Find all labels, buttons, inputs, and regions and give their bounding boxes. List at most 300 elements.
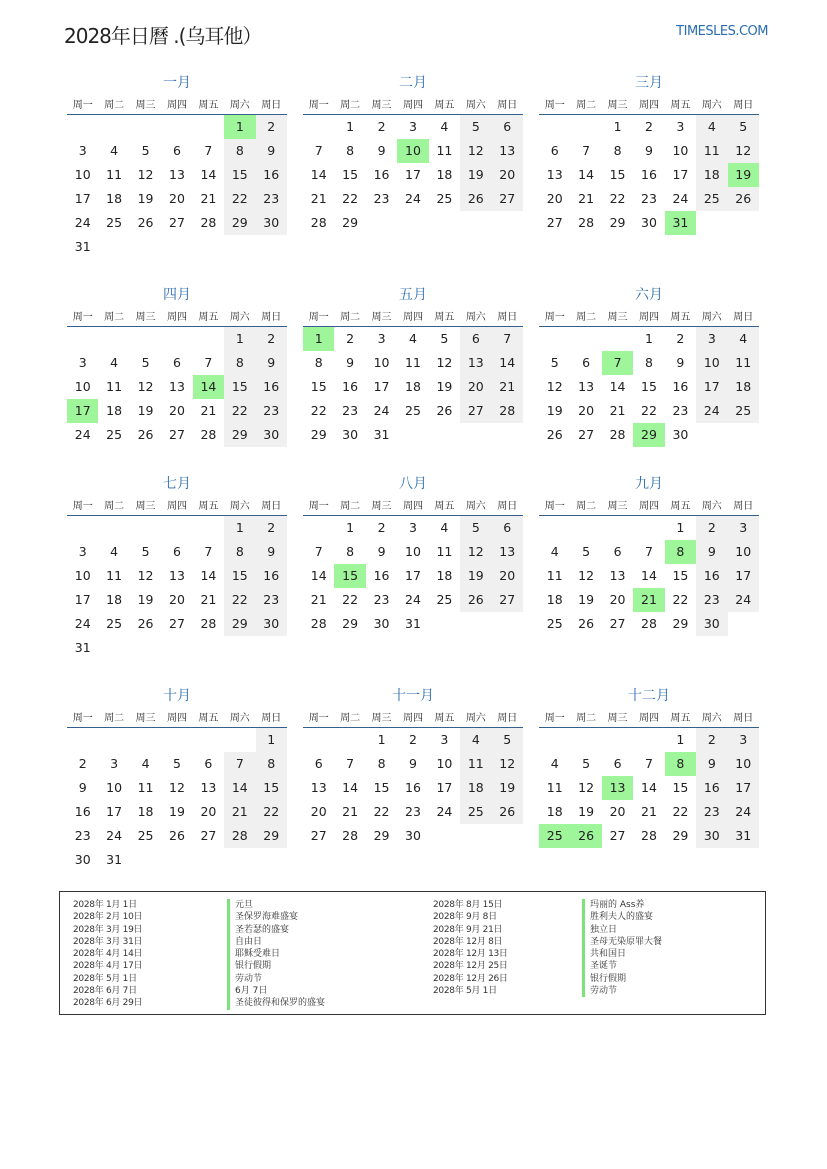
day-empty: [602, 327, 633, 351]
day-cell: 8: [613, 143, 622, 158]
day-cell: 23: [256, 399, 287, 423]
holiday-name: 圣保罗海难盛宴: [227, 911, 325, 923]
day-cell: 21: [200, 191, 217, 206]
month-10: [67, 687, 287, 872]
weekday-label: 周三: [607, 311, 628, 323]
holiday-date: 2028年 6月 29日: [73, 998, 143, 1009]
day-cell: 20: [460, 375, 491, 399]
day-cell: 3: [440, 732, 449, 747]
day-cell: 25: [405, 403, 421, 418]
weekday-label: 周日: [733, 712, 754, 724]
day-cell: 24: [696, 399, 727, 423]
holiday-day: 29: [633, 423, 664, 447]
day-cell: 1: [224, 327, 255, 351]
holiday-name: 6月 7日: [227, 985, 325, 997]
day-cell: 1: [256, 728, 287, 752]
day-cell: 15: [310, 379, 327, 394]
day-cell: 14: [200, 167, 217, 182]
day-cell: 12: [728, 139, 759, 163]
day-cell: 17: [373, 379, 390, 394]
day-cell: 21: [200, 592, 217, 607]
day-cell: 25: [137, 828, 154, 843]
holiday-date: 2028年 12月 26日: [433, 973, 508, 984]
day-cell: 12: [436, 355, 453, 370]
week-row: [539, 540, 759, 564]
week-row: [303, 800, 523, 824]
day-cell: 28: [641, 616, 657, 631]
day-cell: 11: [546, 780, 563, 795]
weekday-label: 周五: [434, 712, 455, 724]
day-cell: 28: [641, 828, 657, 843]
month-12: [539, 687, 759, 848]
weekday-label: 周五: [670, 712, 691, 724]
day-cell: 19: [137, 592, 154, 607]
weekday-label: 周一: [544, 311, 565, 323]
day-cell: 26: [436, 403, 453, 418]
day-cell: 1: [377, 732, 386, 747]
holiday-date: 2028年 3月 19日: [73, 924, 143, 935]
weekday-label: 周二: [340, 99, 361, 111]
day-cell: 12: [137, 167, 154, 182]
day-cell: 12: [546, 379, 563, 394]
day-cell: 11: [106, 568, 123, 583]
legend-dates-right: [433, 899, 508, 997]
week-row: [539, 824, 759, 848]
site-link[interactable]: TIMESLES.COM: [676, 24, 768, 39]
day-cell: 20: [169, 191, 185, 206]
day-cell: 23: [696, 588, 727, 612]
day-cell: 17: [728, 776, 759, 800]
weekday-label: 周五: [434, 500, 455, 512]
day-cell: 10: [728, 752, 759, 776]
day-cell: 1: [676, 732, 685, 747]
day-cell: 25: [460, 800, 491, 824]
day-cell: 30: [672, 427, 689, 442]
day-cell: 16: [672, 379, 689, 394]
day-cell: 15: [373, 780, 390, 795]
weekday-label: 周四: [402, 311, 423, 323]
day-cell: 13: [492, 540, 523, 564]
weekday-header: [539, 493, 759, 516]
month-6: [539, 286, 759, 447]
day-cell: 16: [373, 167, 390, 182]
day-cell: 29: [224, 423, 255, 447]
day-cell: 18: [436, 167, 453, 182]
day-cell: 20: [546, 191, 563, 206]
day-cell: 16: [256, 375, 287, 399]
day-cell: 26: [578, 616, 595, 631]
day-cell: 29: [256, 824, 287, 848]
weekday-label: 周二: [104, 500, 125, 512]
day-cell: 6: [460, 327, 491, 351]
day-empty: [193, 728, 224, 752]
weekday-label: 周一: [544, 500, 565, 512]
holiday-name: 圣若瑟的盛宴: [227, 924, 325, 936]
week-row: [539, 564, 759, 588]
holiday-name: 银行假期: [227, 960, 325, 972]
holiday-date: 2028年 5月 1日: [73, 973, 137, 984]
month-title: 八月: [399, 476, 427, 492]
holiday-name: 独立日: [582, 924, 662, 936]
day-cell: 4: [440, 119, 449, 134]
weekday-header: [539, 304, 759, 327]
day-cell: 19: [137, 191, 154, 206]
week-row: [539, 211, 759, 235]
day-cell: 2: [78, 756, 87, 771]
weekday-label: 周六: [465, 500, 486, 512]
holiday-name: 圣诞节: [582, 960, 662, 972]
day-cell: 12: [578, 568, 595, 583]
day-cell: 6: [582, 355, 591, 370]
day-cell: 21: [492, 375, 523, 399]
day-cell: 21: [609, 403, 626, 418]
day-cell: 2: [377, 520, 386, 535]
day-cell: 27: [169, 427, 185, 442]
day-cell: 7: [582, 143, 591, 158]
weekday-label: 周六: [229, 99, 250, 111]
holiday-name: 玛丽的 Ass养: [582, 899, 662, 911]
day-cell: 20: [492, 163, 523, 187]
day-cell: 3: [728, 728, 759, 752]
weekday-label: 周二: [104, 712, 125, 724]
day-cell: 17: [405, 167, 421, 182]
day-empty: [161, 115, 192, 139]
weekday-label: 周二: [340, 311, 361, 323]
legend-names-left: [227, 899, 325, 1010]
weekday-label: 周五: [670, 311, 691, 323]
week-row: [67, 327, 287, 351]
day-cell: 12: [460, 540, 491, 564]
day-empty: [193, 327, 224, 351]
day-cell: 4: [728, 327, 759, 351]
day-cell: 28: [342, 828, 359, 843]
legend-dates-left: [73, 899, 142, 1010]
day-cell: 5: [460, 115, 491, 139]
day-cell: 21: [310, 191, 327, 206]
day-cell: 4: [440, 520, 449, 535]
weekday-label: 周五: [434, 311, 455, 323]
day-cell: 6: [173, 143, 181, 158]
weekday-label: 周二: [576, 99, 597, 111]
week-row: [303, 588, 523, 612]
weekday-label: 周四: [638, 311, 659, 323]
day-cell: 3: [78, 544, 87, 559]
holiday-date: 2028年 9月 21日: [433, 924, 503, 935]
weekday-label: 周三: [607, 99, 628, 111]
day-cell: 3: [676, 119, 685, 134]
week-row: [539, 115, 759, 139]
month-8: [303, 475, 523, 636]
week-row: [303, 423, 523, 447]
day-cell: 2: [256, 115, 287, 139]
weekday-label: 周四: [166, 311, 187, 323]
day-cell: 2: [256, 516, 287, 540]
week-row: [303, 824, 523, 848]
day-cell: 27: [492, 588, 523, 612]
week-row: [539, 351, 759, 375]
day-cell: 6: [492, 115, 523, 139]
day-cell: 5: [173, 756, 181, 771]
day-cell: 7: [204, 355, 213, 370]
day-cell: 23: [74, 828, 91, 843]
month-3: [539, 74, 759, 235]
weekday-label: 周五: [198, 99, 219, 111]
day-empty: [130, 728, 161, 752]
day-cell: 10: [672, 143, 689, 158]
month-9: [539, 475, 759, 636]
day-cell: 7: [204, 544, 213, 559]
weekday-header: [67, 493, 287, 516]
day-cell: 12: [578, 780, 595, 795]
week-row: [303, 187, 523, 211]
weekday-label: 周日: [261, 311, 282, 323]
holiday-name: 耶稣受难日: [227, 948, 325, 960]
weekday-label: 周五: [198, 311, 219, 323]
week-row: [539, 588, 759, 612]
week-row: [67, 540, 287, 564]
day-cell: 11: [546, 568, 563, 583]
day-cell: 25: [106, 215, 123, 230]
day-cell: 1: [346, 520, 355, 535]
day-empty: [570, 327, 601, 351]
day-empty: [539, 327, 570, 351]
day-cell: 13: [460, 351, 491, 375]
holiday-date: 2028年 1月 1日: [73, 900, 137, 910]
page-title: 2028年日曆 .(乌耳他）: [64, 24, 262, 48]
day-empty: [193, 516, 224, 540]
day-cell: 15: [256, 776, 287, 800]
day-cell: 9: [256, 351, 287, 375]
day-cell: 14: [578, 167, 595, 182]
day-cell: 8: [224, 351, 255, 375]
weekday-label: 周日: [261, 99, 282, 111]
day-cell: 16: [256, 163, 287, 187]
day-cell: 4: [550, 756, 559, 771]
day-cell: 27: [609, 616, 626, 631]
day-cell: 30: [256, 612, 287, 636]
day-cell: 13: [492, 139, 523, 163]
week-row: [539, 776, 759, 800]
week-row: [67, 728, 287, 752]
day-empty: [67, 728, 98, 752]
weekday-label: 周二: [340, 500, 361, 512]
day-empty: [539, 115, 570, 139]
day-cell: 5: [582, 544, 591, 559]
week-row: [539, 163, 759, 187]
day-cell: 31: [728, 824, 759, 848]
day-empty: [334, 728, 365, 752]
day-cell: 9: [676, 355, 685, 370]
day-cell: 12: [169, 780, 185, 795]
day-cell: 19: [578, 804, 595, 819]
holiday-legend: [59, 891, 766, 1015]
day-cell: 27: [310, 828, 327, 843]
day-empty: [303, 115, 334, 139]
day-cell: 3: [696, 327, 727, 351]
day-cell: 20: [609, 592, 626, 607]
day-cell: 28: [200, 215, 217, 230]
week-row: [303, 399, 523, 423]
day-cell: 21: [200, 403, 217, 418]
holiday-date: 2028年 4月 14日: [73, 949, 143, 960]
day-empty: [67, 115, 98, 139]
day-cell: 27: [609, 828, 626, 843]
week-row: [539, 728, 759, 752]
weekday-header: [303, 493, 523, 516]
day-cell: 11: [460, 752, 491, 776]
day-cell: 5: [492, 728, 523, 752]
month-title: 六月: [635, 287, 663, 303]
day-cell: 22: [224, 187, 255, 211]
day-cell: 11: [436, 143, 453, 158]
weekday-label: 周三: [135, 311, 156, 323]
holiday-name: 元旦: [227, 899, 325, 911]
day-cell: 26: [728, 187, 759, 211]
day-cell: 7: [645, 756, 653, 771]
day-cell: 10: [74, 568, 91, 583]
month-title: 三月: [635, 75, 663, 91]
weekday-label: 周一: [72, 99, 93, 111]
week-row: [303, 564, 523, 588]
day-cell: 4: [550, 544, 559, 559]
day-cell: 4: [110, 544, 119, 559]
week-row: [67, 824, 287, 848]
weekday-label: 周一: [544, 712, 565, 724]
weekday-label: 周五: [198, 500, 219, 512]
day-cell: 22: [256, 800, 287, 824]
day-cell: 25: [106, 427, 123, 442]
month-1: [67, 74, 287, 259]
holiday-day: 15: [334, 564, 365, 588]
weekday-label: 周三: [371, 311, 392, 323]
day-cell: 20: [609, 804, 626, 819]
day-cell: 5: [141, 544, 150, 559]
month-11: [303, 687, 523, 848]
week-row: [303, 211, 523, 235]
day-cell: 9: [696, 540, 727, 564]
day-cell: 18: [728, 375, 759, 399]
day-cell: 14: [641, 780, 657, 795]
weekday-label: 周六: [229, 311, 250, 323]
day-cell: 19: [460, 564, 491, 588]
day-cell: 2: [676, 331, 685, 346]
day-cell: 4: [409, 331, 417, 346]
day-cell: 17: [436, 780, 453, 795]
day-cell: 1: [346, 119, 355, 134]
day-cell: 18: [106, 191, 123, 206]
weekday-label: 周六: [701, 99, 722, 111]
weekday-label: 周四: [638, 99, 659, 111]
day-cell: 21: [578, 191, 595, 206]
day-cell: 14: [492, 351, 523, 375]
day-cell: 2: [377, 119, 386, 134]
day-cell: 7: [224, 752, 255, 776]
day-cell: 6: [173, 355, 181, 370]
week-row: [67, 800, 287, 824]
weekday-label: 周一: [72, 311, 93, 323]
weekday-label: 周六: [465, 712, 486, 724]
weekday-label: 周日: [497, 712, 518, 724]
holiday-name: 胜利夫人的盛宴: [582, 911, 662, 923]
day-cell: 29: [224, 211, 255, 235]
day-cell: 14: [310, 568, 327, 583]
day-empty: [130, 516, 161, 540]
day-cell: 20: [200, 804, 217, 819]
day-cell: 1: [645, 331, 653, 346]
weekday-label: 周四: [402, 500, 423, 512]
day-cell: 26: [546, 427, 563, 442]
week-row: [67, 848, 287, 872]
day-cell: 18: [106, 403, 123, 418]
week-row: [67, 423, 287, 447]
day-cell: 12: [137, 568, 154, 583]
week-row: [67, 351, 287, 375]
day-empty: [602, 728, 633, 752]
weekday-label: 周一: [72, 500, 93, 512]
day-cell: 5: [550, 355, 559, 370]
day-cell: 17: [405, 568, 421, 583]
weekday-header: [67, 304, 287, 327]
day-cell: 17: [106, 804, 123, 819]
day-cell: 15: [342, 167, 359, 182]
day-cell: 19: [546, 403, 563, 418]
holiday-day: 25: [539, 824, 570, 848]
day-cell: 16: [405, 780, 421, 795]
day-cell: 15: [224, 375, 255, 399]
weekday-label: 周二: [576, 712, 597, 724]
weekday-label: 周三: [135, 99, 156, 111]
month-5: [303, 286, 523, 447]
week-row: [67, 187, 287, 211]
day-empty: [570, 516, 601, 540]
month-title: 一月: [163, 75, 191, 91]
weekday-label: 周一: [308, 99, 329, 111]
day-cell: 9: [409, 756, 417, 771]
day-cell: 12: [460, 139, 491, 163]
holiday-date: 2028年 8月 15日: [433, 900, 503, 910]
day-empty: [539, 728, 570, 752]
week-row: [67, 564, 287, 588]
day-empty: [602, 516, 633, 540]
day-cell: 24: [74, 427, 91, 442]
day-cell: 7: [492, 327, 523, 351]
day-cell: 15: [672, 780, 689, 795]
day-cell: 7: [346, 756, 355, 771]
day-cell: 27: [169, 616, 185, 631]
day-cell: 14: [609, 379, 626, 394]
day-cell: 22: [373, 804, 390, 819]
week-row: [303, 375, 523, 399]
day-cell: 17: [728, 564, 759, 588]
holiday-date: 2028年 3月 31日: [73, 936, 143, 947]
weekday-label: 周四: [638, 500, 659, 512]
day-empty: [67, 327, 98, 351]
week-row: [303, 776, 523, 800]
weekday-label: 周二: [576, 500, 597, 512]
day-cell: 27: [546, 215, 563, 230]
day-cell: 10: [106, 780, 123, 795]
day-cell: 31: [405, 616, 421, 631]
day-cell: 14: [342, 780, 359, 795]
day-cell: 2: [346, 331, 355, 346]
day-cell: 15: [672, 568, 689, 583]
day-cell: 26: [460, 187, 491, 211]
day-empty: [98, 516, 129, 540]
day-cell: 2: [409, 732, 417, 747]
weekday-label: 周六: [701, 500, 722, 512]
day-cell: 13: [169, 167, 185, 182]
weekday-label: 周三: [371, 500, 392, 512]
